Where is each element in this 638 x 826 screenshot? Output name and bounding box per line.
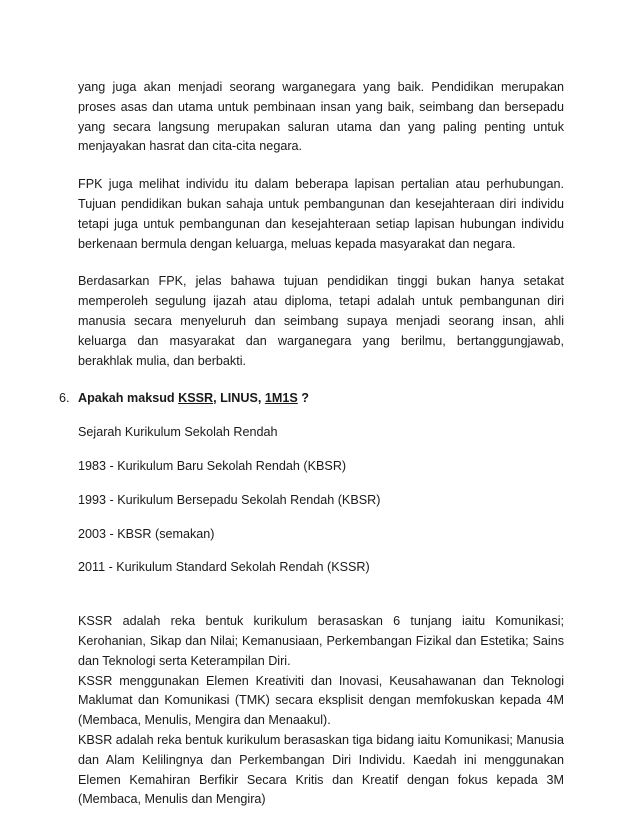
history-item-1983: 1983 - Kurikulum Baru Sekolah Rendah (KBSR) [78,458,347,473]
question-prefix: Apakah maksud [78,391,175,406]
question-number: 6. [59,391,70,406]
question-1m1s: 1M1S [264,391,298,406]
question-kssr: KSSR [178,391,214,406]
paragraph-kssr-definition: KSSR adalah reka bentuk kurikulum berasaskan 6 tunjang iaitu Komunikasi; Kerohanian, Sikap dan Nilai; Kemanusiaan, Perkembangan Fizikal dan Estetika; Sains dan Teknologi serta Keterampilan Diri. [78,614,564,668]
paragraph-fpk-relationships: FPK juga melihat individu itu dalam beberapa lapisan pertalian atau perhubungan. Tujuan pendidikan bukan sahaja untuk pembangunan dan kesejahteraan diri individu tetapi juga untuk pembangunan dan kesejahteraan setiap lapisan hubungan individu berkenaan bermula dengan keluarga, meluas kepada masyarakat dan negara. [78,177,564,251]
question-linus: , LINUS, [213,391,262,406]
history-item-2003: 2003 - KBSR (semakan) [78,526,215,541]
paragraph-fpk-higher-education: Berdasarkan FPK, jelas bahawa tujuan pendidikan tinggi bukan hanya setakat memperoleh segulung ijazah atau diploma, tetapi adalah untuk pembangunan diri manusia secara menyeluruh dan seimbang supaya menjadi seorang insan, ahli keluarga dan masyarakat dan warganegara yang berilmu, bertanggungjawab, berakhlak mulia, dan berbakti. [78,274,564,368]
history-item-2011: 2011 - Kurikulum Standard Sekolah Rendah (KSSR) [78,560,370,575]
paragraph-kssr-elements: KSSR menggunakan Elemen Kreativiti dan Inovasi, Keusahawanan dan Teknologi Maklumat dan Komunikasi (TMK) secara eksplisit dengan memfokuskan kepada 4M (Membaca, Menulis, Mengira dan Menaakul). [78,673,564,728]
question-6 [59,389,564,409]
question-text [78,391,309,405]
paragraph-kbsr-definition: KBSR adalah reka bentuk kurikulum berasaskan tiga bidang iaitu Komunikasi; Manusia dan Alam Kelilingnya dan Perkembangan Diri Individu. Kaedah ini menggunakan Elemen Kemahiran Berfikir Secara Kritis dan Kreatif dengan fokus kepada 3M (Membaca, Menulis dan Mengira) [78,732,564,807]
history-heading: Sejarah Kurikulum Sekolah Rendah [78,425,278,440]
curriculum-history [78,423,564,578]
question-mark: ? [301,391,309,406]
paragraph-fpk-purpose: yang juga akan menjadi seorang warganegara yang baik. Pendidikan merupakan proses asas dan utama untuk pembinaan insan yang baik, seimbang dan bersepadu yang secara langsung merupakan saluran utama dan yang paling penting untuk menjayakan hasrat dan cita-cita negara. [78,80,564,154]
history-item-1993: 1993 - Kurikulum Bersepadu Sekolah Rendah (KBSR) [78,492,381,507]
